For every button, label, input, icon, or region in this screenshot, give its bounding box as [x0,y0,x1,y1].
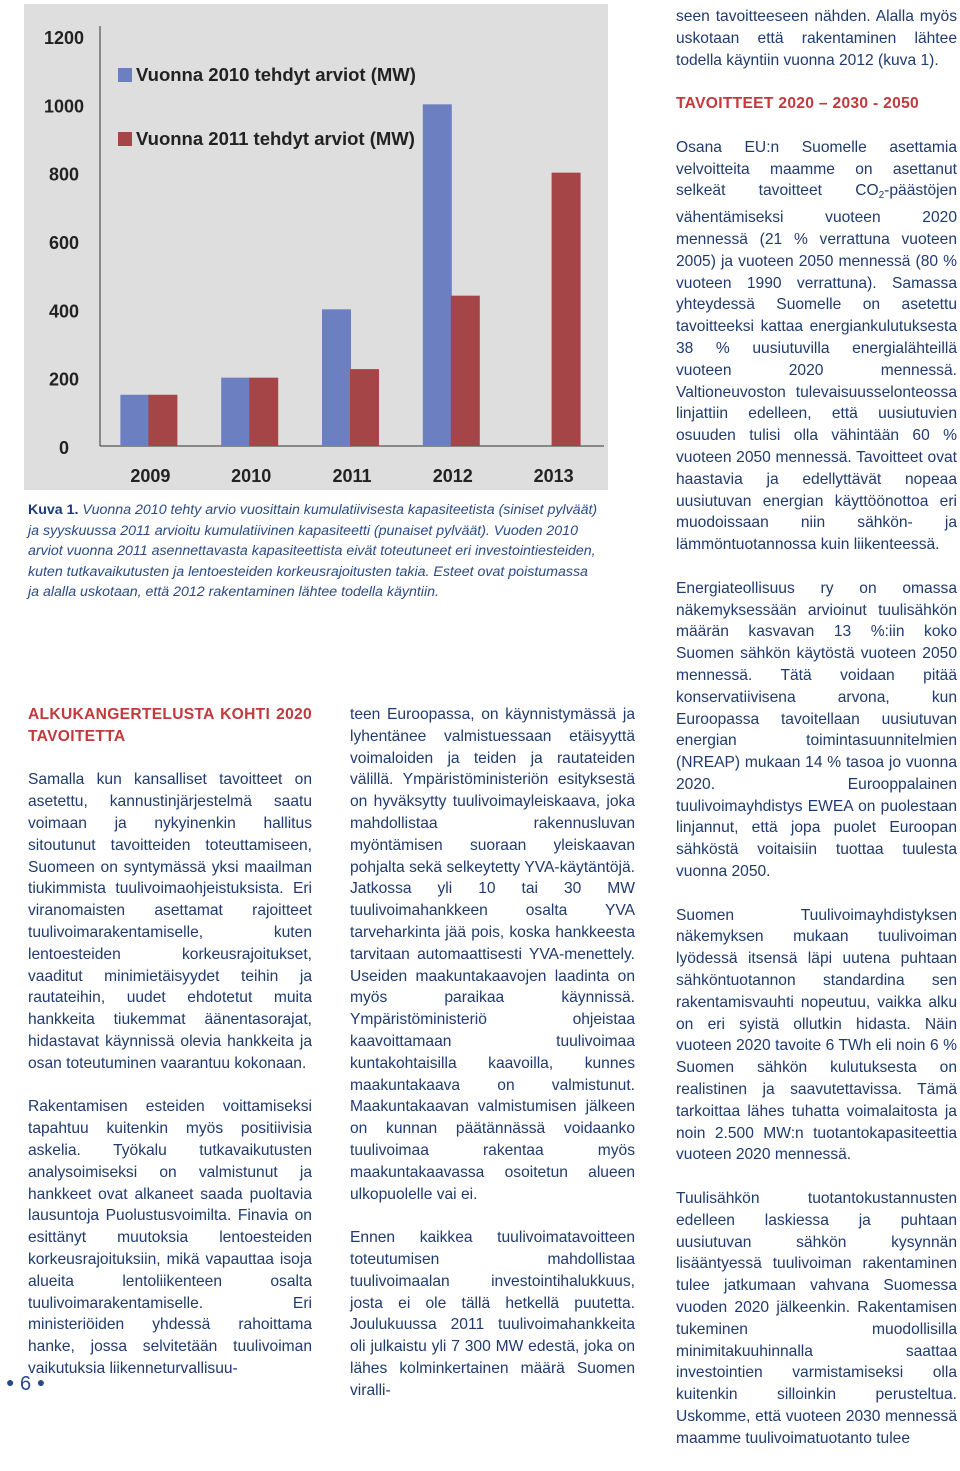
legend-swatch [118,132,132,146]
y-tick-label: 1000 [43,96,85,117]
bar-2010-series-2 [249,378,278,446]
bar-2011-series-1 [322,309,351,446]
paragraph: Suomen Tuulivoimayhdistyksen näkemyksen mukaan tuulivoiman lyödessä itsensä läpi uutena puhtaan sähköntuotannon standardina sen rakentamisvauhti nopeutuu, vaikka alku on eri syistä ollutkin hidasta. Näin vuoteen 2020 tavoite 6 TWh eli noin 6 % Suomen sähkön kulutuksesta on realistinen ja saavutettavissa. Tämä tarkoittaa lähes tuhatta voimalaitosta ja noin 2.500 MW:n tuotantokapasiteettia vuoteen 2020 mennessä. [676,906,957,1164]
paragraph: teen Euroopassa, on käynnistymässä ja lyhentänee valmistuessaan etäisyyttä voimaloiden ja teiden ja rautateiden välillä. Ympäristöministeriön esityksestä on hyväksytty tuulivoimayleiskaava, joka mahdollistaa rakennusluvan myöntämisen suoraan yleiskaavan pohjalta sekä selkeytetty YVA-käytäntöjä. Jatkossa yli 10 tai 30 MW tuulivoimahankkeen osalta YVA tarveharkinta jää pois, koska hankkeesta tarvitaan automaattisesti YVA-menettely. Useiden maakuntakaavojen laadinta on myös paraikaa käynnissä. Ympäristöministeriö ohjeistaa kaavoittamaan tuulivoimaa kuntakohtaisilla kaavoilla, kunnes maakuntakaava on valmistunut. Maakuntakaavan valmistumisen jälkeen on kunnan päätännässä voidaanko tuulivoimaa rakentaa myös maakuntakaavassa osoitetun alueen ulkopuolelle vai ei. [350,706,635,1203]
legend-label: Vuonna 2011 tehdyt arviot (MW) [136,128,415,149]
bar-2011-series-2 [350,369,379,446]
section-heading-tavoitteet: TAVOITTEET 2020 – 2030 - 2050 [676,95,920,113]
column-middle [350,704,635,1423]
bar-2013-series-2 [552,173,581,446]
column-left [28,704,312,1402]
y-tick-label: 1200 [43,28,85,48]
chart-svg [24,4,608,490]
wind-capacity-chart [24,4,608,490]
paragraph [676,137,957,556]
y-tick-label: 400 [48,301,80,322]
bar-2012-series-2 [451,296,480,446]
co2-subscript: 2 [878,190,885,202]
caption-text: Vuonna 2010 tehty arvio vuosittain kumulatiivisesta kapasiteetista (siniset pylväät) ja syyskuussa 2011 arvioitu kumulatiivinen kapasiteetti (punaiset pylväät). Vuoden 2010 arviot vuonna 2011 asennettavasta kapasiteettista eivät toteutuneet eri investointiesteiden, kuten tutkavaikutusten ja lentoesteiden korkeusrajoitusten takia. Esteet ovat poistumassa ja alalla uskotaan, että 2012 rakentaminen lähtee todella käyntiin. [28,502,598,600]
bullet-dot-icon: ● [6,1374,15,1390]
bullet-dot-icon: ● [36,1374,46,1390]
caption-label: Kuva 1. [28,502,79,518]
paragraph: Tuulisähkön tuotantokustannusten edelleen laskiessa ja puhtaan uusiutuvan sähkön kysynnän lisääntyessä tuulivoiman rakentaminen tulee jatkumaan vahvana Suomessa vuoden 2020 jälkeenkin. Rakentamisen tukeminen muodollisilla minimitakuuhinnalla saattaa investointien varmistamiseksi olla kuitenkin silloinkin perusteltua. Uskomme, että vuoteen 2030 mennessä maamme tuulivoimatuotanto tulee [676,1190,957,1447]
bar-2009-series-2 [148,395,177,446]
page-number [6,1373,45,1396]
y-tick-label: 800 [48,164,80,185]
x-tick-label: 2009 [130,466,171,486]
paragraph: Energiateollisuus ry on omassa näkemyksessään arvioinut tuulisähkön määrän kasvavan 13 %:iin koko Suomen sähkön käytöstä vuoteen 2050 mennessä. Tätä voidaan pitää konservatiivisena arvona, kun Euroopassa tavoitellaan uusiutuvan energian toimintasuunnitelmien (NREAP) mukaan 14 % tasoa jo vuonna 2020. Eurooppalainen tuulivoimayhdistys EWEA on puolestaan linjannut, että jopa puolet Euroopan sähköstä voitaisiin tuottaa tuulesta vuonna 2050. [676,579,957,881]
figure-caption [28,500,598,603]
bar-2010-series-1 [221,378,250,446]
column-right [676,6,957,1471]
bar-2009-series-1 [120,395,149,446]
paragraph: Samalla kun kansalliset tavoitteet on asetettu, kannustinjärjestelmä saatu voimaan ja nykyinenkin hallitus sitoutunut tavoitteiden toteuttamiseen, Suomeen on syntymässä yksi maailman tiukimmista tuulivoimaohjeistuksista. Eri viranomaisten asettamat rajoitteet tuulivoimarakentamiselle, kuten lentoesteiden korkeusrajoitukset, vaaditut minimietäisyydet teihin ja rautateihin, uudet ehdotetut muita hankkeita tiukemmat äänentasorajat, hidastavat käynnissä olevia hankkeita ja osan toteutuminen vaarantuu kokonaan. [28,771,312,1072]
bar-2012-series-1 [423,104,452,446]
co2-text-before: Osana EU:n Suomelle asettamia velvoitteita maamme on asettanut selkeät tavoitteet CO [676,138,957,200]
section-heading-alkukangertelusta: ALKUKANGERTELUSTA KOHTI 2020 TAVOITETTA [28,706,312,745]
y-tick-label: 0 [58,438,70,458]
page-number-text: 6 [20,1373,32,1395]
legend-swatch [118,68,132,82]
legend-label: Vuonna 2010 tehdyt arviot (MW) [136,64,416,85]
y-tick-label: 600 [48,233,80,253]
paragraph: Ennen kaikkea tuulivoimatavoitteen toteutumisen mahdollistaa tuulivoimaalan investointihalukkuus, josta ei ole tällä hetkellä puutetta. Joulukuussa 2011 tuulivoimahankkeita oli julkaistu yli 7 300 MW edestä, joka on lähes kolminkertainen määrä Suomen viralli- [350,1229,635,1399]
x-tick-label: 2013 [533,466,574,486]
x-tick-label: 2012 [432,466,473,486]
co2-text-after: -päästöjen vähentämiseksi vuoteen 2020 mennessä (21 % verrattuna vuoteen 2005) ja vuoteen 2050 mennessä (80 % vuoteen 1990 verrattuna). Samassa yhteydessä Suomelle on asetettu tavoitteeksi kattaa energiankulutuksesta 38 % uusiutuvilla energialähteillä vuoteen 2020 mennessä. Valtioneuvoston tulevaisuusselonteossa linjattiin edelleen, että uusiutuvien osuuden tulisi olla vähintään 60 % vuoteen 2050 mennessä. Tavoitteet ovat haastavia ja edellyttävät nopeaa uusiutuvan energian käyttöönottoa eri muodoissaan niin sähkön- ja lämmöntuotannossa kuin liikenteessä. [676,182,957,554]
y-tick-label: 200 [48,369,80,390]
paragraph: Rakentamisen esteiden voittamiseksi tapahtuu kuitenkin myös positiivisia askelia. Työkalu tutkavaikutusten analysoimiseksi on valmistunut ja hankkeet ovat alkaneet saada puoltavia lausuntoja Puolustusvoimilta. Finavia on esittänyt muutoksia lentoesteiden korkeusrajoituksiin, mikä vapauttaa isoja alueita lentoliikenteen osalta tuulivoimarakentamiselle. Eri ministeriöiden yhdessä rahoittama hanke, jossa selvitetään tuulivoiman vaikutuksia liikenneturvallisuu- [28,1098,312,1377]
x-tick-label: 2011 [332,466,372,486]
x-tick-label: 2010 [231,466,272,486]
paragraph: seen tavoitteeseen nähden. Alalla myös uskotaan että rakentaminen lähtee todella käyntiin vuonna 2012 (kuva 1). [676,8,957,69]
